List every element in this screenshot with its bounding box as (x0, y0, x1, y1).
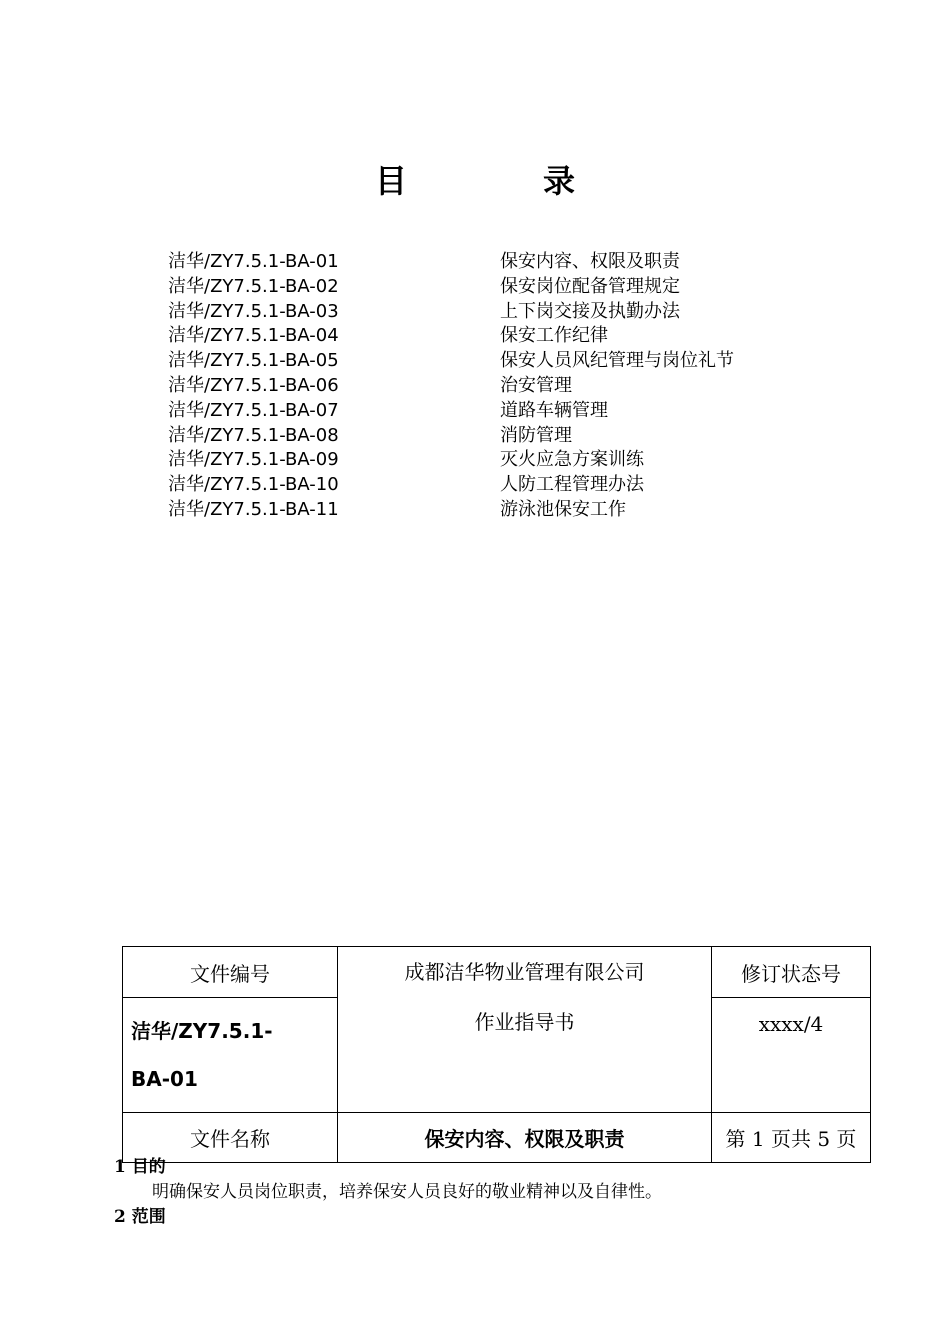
toc-name: 保安工作纪律 (500, 325, 608, 347)
toc-code: 洁华/ZY7.5.1-BA-03 (168, 300, 339, 322)
toc-code: 洁华/ZY7.5.1-BA-08 (168, 424, 339, 446)
toc-code: 洁华/ZY7.5.1-BA-07 (168, 399, 339, 421)
toc-code: 洁华/ZY7.5.1-BA-04 (168, 325, 339, 347)
toc-code: 洁华/ZY7.5.1-BA-01 (168, 251, 339, 272)
doc-number-line1: 洁华/ZY7.5.1- (131, 1019, 273, 1043)
toc-code: 洁华/ZY7.5.1-BA-11 (168, 498, 339, 520)
document-type: 作业指导书 (474, 1010, 575, 1034)
company-name: 成都洁华物业管理有限公司 (404, 960, 645, 984)
doc-number-label: 文件编号 (123, 947, 338, 998)
doc-number-line2: BA-01 (131, 1067, 198, 1091)
toc-code: 洁华/ZY7.5.1-BA-10 (168, 474, 339, 496)
section-heading-scope: 2 范围 (114, 1207, 166, 1227)
page-title: 目 录 (374, 162, 627, 200)
toc-code: 洁华/ZY7.5.1-BA-09 (168, 449, 339, 471)
document-header-table (122, 946, 871, 1163)
toc-name: 消防管理 (500, 424, 572, 446)
doc-number-value (123, 998, 338, 1113)
section-text-purpose: 明确保安人员岗位职责，培养保安人员良好的敬业精神以及自律性。 (152, 1182, 662, 1202)
toc-name: 上下岗交接及执勤办法 (500, 300, 680, 322)
doc-name: 保安内容、权限及职责 (338, 1113, 712, 1163)
toc-name: 道路车辆管理 (500, 399, 608, 421)
toc-name: 灭火应急方案训练 (500, 449, 644, 471)
revision-label: 修订状态号 (712, 947, 871, 998)
toc-code: 洁华/ZY7.5.1-BA-06 (168, 374, 339, 396)
section-heading-purpose: 1 目的 (114, 1157, 166, 1177)
page-info: 第 1 页共 5 页 (712, 1113, 871, 1163)
toc-code: 洁华/ZY7.5.1-BA-05 (168, 350, 339, 372)
toc-code: 洁华/ZY7.5.1-BA-02 (168, 275, 339, 297)
toc-name: 保安内容、权限及职责 (500, 251, 680, 272)
toc-name: 游泳池保安工作 (500, 498, 626, 520)
toc-name: 治安管理 (500, 374, 572, 396)
company-cell (338, 947, 712, 1113)
toc-name: 人防工程管理办法 (500, 474, 644, 496)
toc-name: 保安岗位配备管理规定 (500, 275, 680, 297)
doc-name-label: 文件名称 (123, 1113, 338, 1163)
toc-name: 保安人员风纪管理与岗位礼节 (500, 350, 734, 372)
revision-value: xxxx/4 (712, 998, 871, 1113)
